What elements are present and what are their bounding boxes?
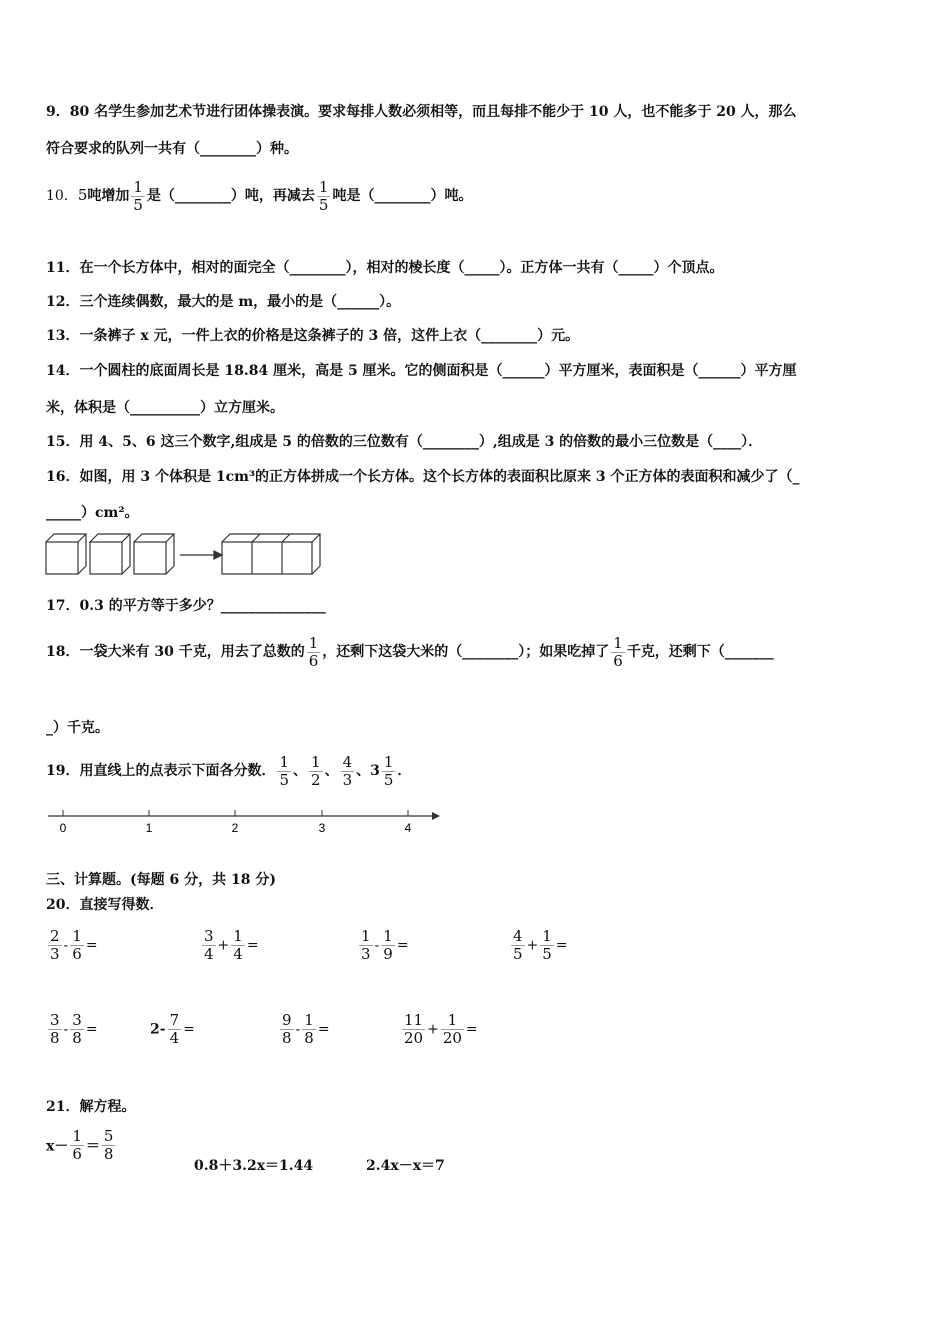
question-21-title: 21．解方程。 — [46, 1099, 136, 1115]
fraction-numerator: 1 — [279, 752, 290, 771]
mixed-whole: 3 — [370, 763, 380, 779]
fraction-numerator: 1 — [308, 633, 319, 652]
fraction — [202, 928, 216, 963]
fraction-denominator: 6 — [72, 1145, 82, 1163]
fraction — [611, 635, 625, 670]
fraction-denominator: 5 — [133, 195, 143, 214]
fraction — [168, 1012, 182, 1047]
calc-item — [200, 928, 259, 963]
fraction — [280, 1012, 294, 1047]
fraction-numerator: 3 — [204, 927, 214, 945]
equals: = — [85, 1021, 98, 1038]
fraction-numerator: 11 — [404, 1011, 424, 1029]
fraction — [382, 754, 396, 789]
fraction-denominator: 8 — [103, 1145, 114, 1163]
calc-item — [400, 1012, 478, 1047]
fraction-denominator: 5 — [279, 770, 290, 789]
equation-2: 0.8＋3.2x＝1.44 — [194, 1158, 314, 1174]
fraction-numerator: 1 — [318, 177, 329, 196]
question-15: 15．用 4、5、6 这三个数字,组成是 5 的倍数的三位数有（________）,组成是 3 的倍数的最小三位数是（____）． — [46, 434, 763, 450]
fraction-denominator: 4 — [169, 1029, 180, 1047]
tick-label: 3 — [318, 821, 326, 835]
fraction — [131, 179, 145, 214]
fraction-numerator: 1 — [72, 927, 82, 945]
fraction-denominator: 3 — [50, 945, 60, 963]
fraction-numerator: 1 — [133, 177, 143, 196]
question-18-text-1: 18．一袋大米有 30 千克，用去了总数的 — [46, 644, 305, 660]
fraction — [402, 1012, 425, 1047]
fraction — [359, 928, 373, 963]
fraction-denominator: 6 — [613, 651, 623, 670]
fraction-numerator: 9 — [282, 1011, 292, 1029]
equation-3: 2.4x－x＝7 — [366, 1158, 445, 1174]
fraction-denominator: 3 — [342, 770, 353, 789]
fraction — [381, 928, 395, 963]
question-19-text: 19．用直线上的点表示下面各分数． — [46, 763, 276, 779]
question-10-prefix: 10． — [46, 188, 78, 204]
question-18-line-2: _）千克。 — [46, 720, 109, 736]
calc-item — [357, 928, 409, 963]
fraction-numerator: 2 — [50, 927, 60, 945]
fraction — [231, 928, 245, 963]
equals: = — [317, 1021, 330, 1038]
fraction — [70, 1012, 84, 1047]
tick-label: 2 — [231, 821, 239, 835]
calc-lead: 2- — [150, 1021, 166, 1038]
period: ． — [397, 763, 412, 779]
question-9-line-1: 9．80 名学生参加艺术节进行团体操表演。要求每排人数必须相等，而且每排不能少于 10 人，也不能多于 20 人，那么 — [46, 104, 797, 120]
cube-3 — [134, 534, 174, 574]
equals: = — [85, 937, 98, 954]
cuboid — [222, 534, 320, 574]
fraction-denominator: 5 — [318, 195, 329, 214]
fraction — [441, 1012, 464, 1047]
fraction — [48, 928, 62, 963]
cube-2 — [90, 534, 130, 574]
fraction — [277, 754, 291, 789]
fraction — [317, 179, 331, 214]
fraction — [70, 928, 84, 963]
question-10-text-3: 吨是（________）吨。 — [332, 188, 473, 204]
fraction-denominator: 5 — [542, 945, 552, 963]
fraction — [309, 754, 323, 789]
question-12: 12．三个连续偶数，最大的是 m，最小的是（______）。 — [46, 294, 401, 310]
tick-label: 0 — [59, 821, 67, 835]
question-20-title: 20．直接写得数． — [46, 897, 164, 913]
question-10-amount: 5 — [77, 186, 88, 204]
operator: - — [374, 937, 380, 954]
question-18-text-2: ，还剩下这袋大米的（________）；如果吃掉了 — [322, 644, 610, 660]
fraction-denominator: 8 — [282, 1029, 292, 1047]
fraction — [48, 1012, 62, 1047]
operator: + — [217, 937, 230, 954]
fraction-denominator: 6 — [72, 945, 82, 963]
fraction-denominator: 5 — [513, 945, 523, 963]
tick-label: 4 — [404, 821, 412, 835]
fraction-denominator: 6 — [308, 651, 319, 670]
question-14-line-1: 14．一个圆柱的底面周长是 18.84 厘米，高是 5 厘米。它的侧面积是（______）平方厘米，表面积是（______）平方厘 — [46, 363, 797, 379]
fraction-numerator: 1 — [233, 927, 243, 945]
separator: 、 — [356, 763, 371, 779]
equals: = — [396, 937, 409, 954]
calc-item — [46, 928, 98, 963]
question-17: 17．0.3 的平方等于多少？_______________ — [46, 598, 326, 614]
fraction-numerator: 7 — [169, 1011, 180, 1029]
section-3-heading: 三、计算题。(每题 6 分，共 18 分) — [46, 872, 276, 888]
arrow-icon — [432, 812, 440, 820]
question-11: 11．在一个长方体中，相对的面完全（________），相对的棱长度（_____）。正方体一共有（_____）个顶点。 — [46, 260, 724, 276]
fraction-numerator: 1 — [383, 752, 394, 771]
equals: = — [246, 937, 259, 954]
cube-1 — [46, 534, 86, 574]
fraction — [341, 754, 355, 789]
fraction-denominator: 8 — [50, 1029, 60, 1047]
operator: - — [63, 937, 69, 954]
calc-item — [150, 1012, 195, 1047]
fraction — [102, 1128, 116, 1163]
calc-item — [46, 1012, 98, 1047]
fraction-numerator: 1 — [72, 1127, 82, 1145]
fraction-numerator: 1 — [441, 1012, 464, 1030]
fraction-denominator: 3 — [361, 945, 371, 963]
fraction-denominator: 2 — [311, 770, 321, 789]
fraction-numerator: 1 — [361, 927, 371, 945]
fraction-numerator: 3 — [50, 1011, 60, 1029]
fraction-numerator: 1 — [311, 752, 321, 771]
fraction-denominator: 9 — [383, 945, 393, 963]
question-9-line-2: 符合要求的队列一共有（________）种。 — [46, 141, 298, 157]
operator: - — [295, 1021, 301, 1038]
fraction-denominator: 20 — [404, 1029, 424, 1047]
operator: + — [427, 1021, 439, 1038]
question-18-line-1 — [46, 632, 774, 672]
fraction-denominator: 5 — [383, 770, 394, 789]
equals: = — [465, 1021, 478, 1038]
fraction-numerator: 1 — [542, 927, 552, 945]
equals: ＝ — [85, 1138, 100, 1155]
fraction-numerator: 1 — [613, 633, 623, 652]
equation-1 — [46, 1128, 117, 1163]
separator: 、 — [293, 763, 308, 779]
fraction-denominator: 20 — [442, 1029, 462, 1047]
equals: = — [555, 937, 568, 954]
question-16-line-1: 16．如图，用 3 个体积是 1cm³的正方体拼成一个长方体。这个长方体的表面积比原来 3 个正方体的表面积和减少了（_ — [46, 469, 800, 485]
fraction — [540, 928, 554, 963]
equals: = — [183, 1021, 195, 1038]
question-19 — [46, 749, 411, 793]
arrow-icon — [180, 551, 222, 559]
tick-label: 1 — [145, 821, 153, 835]
equation-lead: x－ — [46, 1138, 69, 1155]
fraction-denominator: 4 — [204, 945, 214, 963]
cubes-figure — [44, 533, 324, 577]
operator: + — [526, 937, 539, 954]
number-line — [44, 806, 444, 836]
fraction — [307, 635, 321, 670]
question-18-text-3: 千克，还剩下（_______ — [626, 644, 774, 660]
question-10-text-2: 是（________）吨，再减去 — [146, 188, 315, 204]
fraction-numerator: 1 — [304, 1011, 314, 1029]
fraction — [511, 928, 525, 963]
fraction-numerator: 3 — [72, 1011, 82, 1029]
fraction-numerator: 4 — [513, 927, 523, 945]
question-16-line-2: _____）cm²。 — [46, 505, 139, 521]
fraction-numerator: 1 — [383, 927, 393, 945]
fraction — [70, 1128, 84, 1163]
question-10 — [46, 176, 472, 215]
question-14-line-2: 米，体积是（__________）立方厘米。 — [46, 400, 284, 416]
operator: - — [63, 1021, 69, 1038]
calc-item — [509, 928, 568, 963]
fraction-denominator: 8 — [72, 1029, 82, 1047]
fraction-numerator: 4 — [342, 752, 353, 771]
fraction-numerator: 5 — [103, 1127, 114, 1145]
calc-item — [278, 1012, 330, 1047]
fraction-denominator: 8 — [304, 1029, 314, 1047]
fraction — [302, 1012, 316, 1047]
question-10-text-1: 吨增加 — [87, 188, 130, 204]
question-13: 13．一条裤子 x 元，一件上衣的价格是这条裤子的 3 倍，这件上衣（________）元。 — [46, 328, 580, 344]
separator: 、 — [324, 763, 339, 779]
fraction-denominator: 4 — [233, 945, 243, 963]
